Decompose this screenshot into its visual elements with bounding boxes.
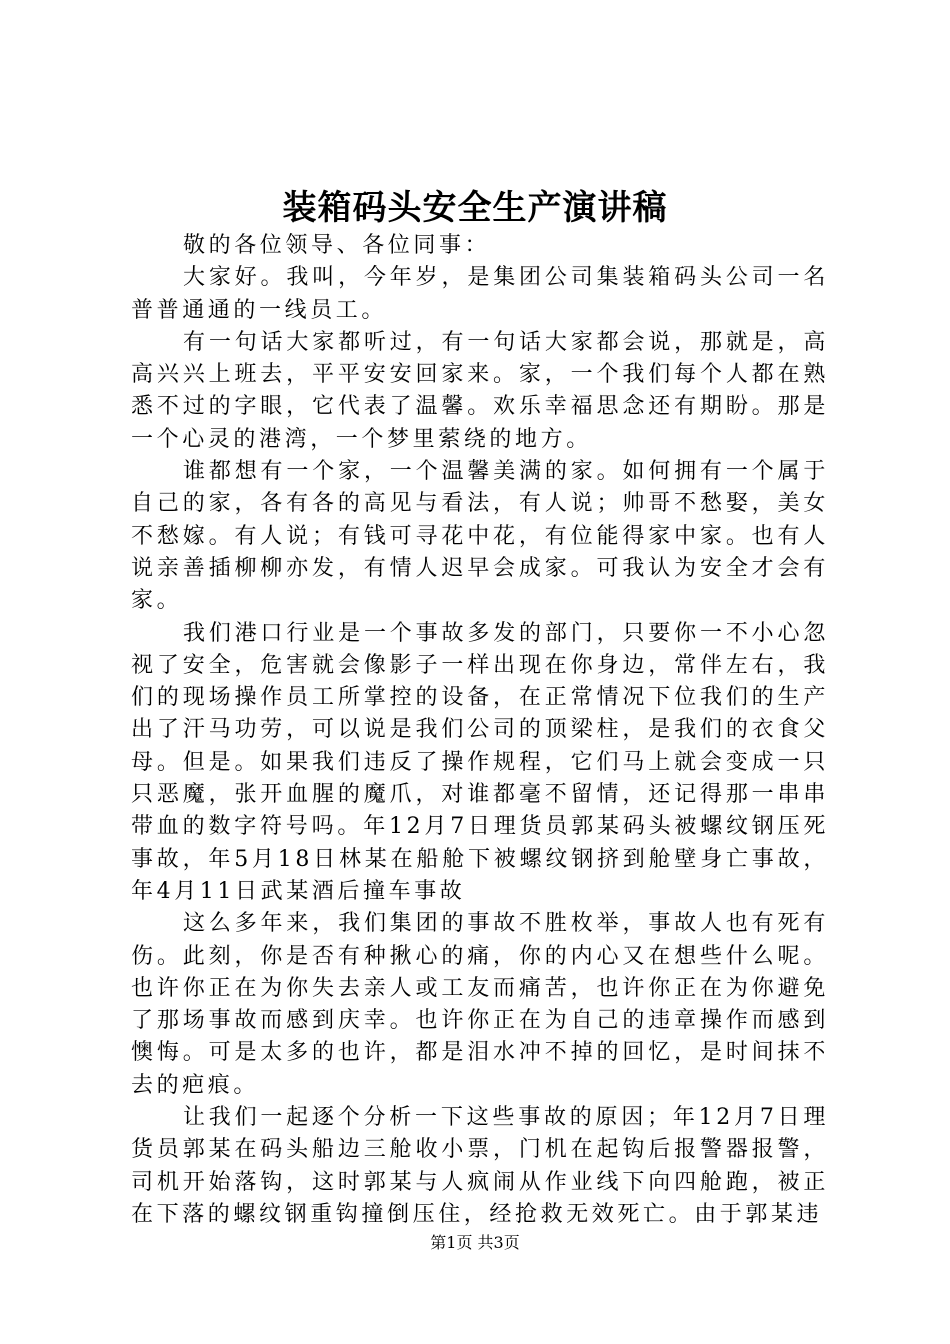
paragraph: 大家好。我叫，今年岁，是集团公司集装箱码头公司一名普普通通的一线员工。 <box>131 265 829 323</box>
paragraph: 这么多年来，我们集团的事故不胜枚举，事故人也有死有伤。此刻，你是否有种揪心的痛，你的内心又在想些什么呢。也许你正在为你失去亲人或工友而痛苦，也许你正在为你避免了那场事故而感到庆幸。也许你正在为自己的违章操作而感到懊悔。可是太多的也许，都是泪水冲不掉的回忆，是时间抹不去的疤痕。 <box>131 911 829 1098</box>
paragraph: 让我们一起逐个分析一下这些事故的原因；年12月7日理货员郭某在码头船边三舱收小票，门机在起钩后报警器报警，司机开始落钩，这时郭某与人疯闹从作业线下向四舱跑，被正在下落的螺纹钢重钩撞倒压住，经抢救无效死亡。由于郭某违 <box>131 1105 829 1227</box>
paragraph: 我们港口行业是一个事故多发的部门，只要你一不小心忽视了安全，危害就会像影子一样出现在你身边，常伴左右，我们的现场操作员工所掌控的设备，在正常情况下位我们的生产出了汗马功劳，可以说是我们公司的顶梁柱，是我们的衣食父母。但是。如果我们违反了操作规程，它们马上就会变成一只只恶魔，张开血腥的魔爪，对谁都毫不留情，还记得那一串串带血的数字符号吗。年12月7日理货员郭某码头被螺纹钢压死事故，年5月18日林某在船舱下被螺纹钢挤到舱壁身亡事故，年4月11日武某酒后撞车事故 <box>131 620 829 904</box>
page-footer: 第1页 共3页 <box>430 1233 520 1252</box>
document-body <box>131 230 829 1231</box>
paragraph: 有一句话大家都听过，有一句话大家都会说，那就是，高高兴兴上班去，平平安安回家来。家，一个我们每个人都在熟悉不过的字眼，它代表了温馨。欢乐幸福思念还有期盼。那是一个心灵的港湾，一个梦里萦绕的地方。 <box>131 329 829 452</box>
document-title: 装箱码头安全生产演讲稿 <box>282 188 668 228</box>
paragraph: 谁都想有一个家，一个温馨美满的家。如何拥有一个属于自己的家，各有各的高见与看法，有人说；帅哥不愁娶，美女不愁嫁。有人说；有钱可寻花中花，有位能得家中家。也有人说亲善插柳柳亦发，有情人迟早会成家。可我认为安全才会有家。 <box>131 459 829 614</box>
paragraph-salutation: 敬的各位领导、各位同事： <box>183 233 491 258</box>
